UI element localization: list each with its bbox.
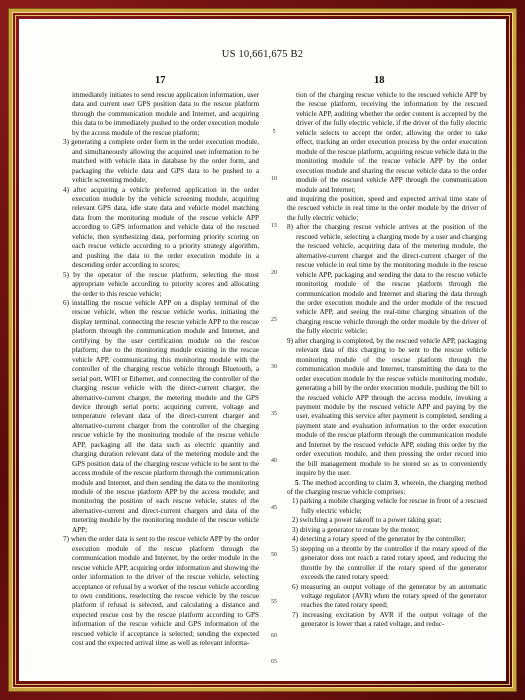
line-number: 45 xyxy=(271,505,277,511)
claim-5-number: 5 xyxy=(295,478,299,487)
line-number: 25 xyxy=(271,317,277,323)
line-number: 60 xyxy=(271,633,277,639)
left-step-6: 6) installing the rescue vehicle APP on a display terminal of the rescue vehicle, when the rescue vehicle works, initiating the display terminal, connecting the rescue vehicle APP to the rescue platform through the communication module and Internet, and certifying by the user certification module on the rescue platform; due to the monitoring module existing in the rescue vehicle APP, communicating this monitoring module with the controller of the charging rescue vehicle through Bluetooth, a serial port, WIFI or Ethernet, and connecting the controller of the charging rescue vehicle with the direct-current charger, the alternative-current charger, the metering module and the GPS device through serial ports; acquiring current, voltage and temperature relevant data of the direct-current charger and alternative-current charger from the controller of the charging rescue vehicle by the monitoring module of the rescue vehicle APP, packaging all the data such as electric quantity and charging duration relevant data of the metering module and the GPS position data of the charging rescue vehicle to be sent to the access module of the rescue platform through the communication module and Internet, and then sending the data to the monitoring module of the rescue platform APP by the access module; and monitoring the position of each rescue vehicle, states of the alternative-current and direct-current chargers and data of the metering module by the monitoring module of the rescue vehicle APP; xyxy=(63,298,259,534)
claim-5-step-3: 3) driving a generator to rotate by the motor; xyxy=(292,525,420,534)
right-step-9: 9) after charging is completed, by the rescued vehicle APP, packaging relevant data of this charging to be sent to the rescue vehicle monitoring module of the rescue platform through the communication module and Internet, transmitting the data to the order execution module by the rescue vehicle monitoring module, generating a bill by the order execution module, pushing the bill to the rescued vehicle APP through the access module, invoking a payment module by the rescued vehicle APP and paying by the user, evaluating this service after payment is completed, sending a payment state and evaluation information to the order execution module of the rescue platform through the communication module and Internet by the rescued vehicle APP, ending this order by the order execution module, and then pressing the order record into the bill management module to be stored so as to conveniently inquire by the user. xyxy=(287,336,487,478)
left-column xyxy=(63,91,259,649)
line-number: 50 xyxy=(271,552,277,558)
claim-5-step-6: 6) measuring an output voltage of the generator by an automatic voltage regulator (AVR) when the rotary speed of the generator reaches the rated rotary speed; xyxy=(292,582,487,610)
claim-5-step-7: 7) increasing excitation by AVR if the output voltage of the generator is lower than a rated voltage, and reduc- xyxy=(292,610,487,629)
right-paragraph-inquire: and inquiring the position, speed and expected arrival time state of the rescued vehicle in real time in the order module by the driver of the fully electric vehicle; xyxy=(287,194,487,222)
right-step-8: 8) after the charging rescue vehicle arrives at the position of the rescued vehicle, selecting a charging mode by a user and charging the rescued vehicle, acquiring data of the metering module, the alternative-current charger and the direct-current charger of the rescue vehicle in real time by the monitoring module in the rescue vehicle APP, packaging and sending the data to the rescue vehicle monitoring module of the rescue platform through the communication module and Internet and sharing the data through the order execution module and the order module of the rescued vehicle APP, and seeing the real-time charging situation of the charging rescue vehicle through the order module by the driver of the fully electric vehicle; xyxy=(287,223,487,336)
patent-number: US 10,661,675 B2 xyxy=(221,49,304,60)
left-step-4: 4) after acquiring a vehicle preferred application in the order execution module by the vehicle screening module, acquiring relevant GPS data, idle state data and vehicle model matching data from the monitoring module of the rescue vehicle APP according to GPS information and vehicle data of the rescued vehicle, then synthesizing data, performing priority scoring on each rescue vehicle according to a priority strategy algorithm, and pushing the data to the order execution module in a descending order according to scores; xyxy=(63,185,259,270)
claim-5-step-2: 2) switching a power takeoff to a power taking gear; xyxy=(292,516,442,525)
line-number: 65 xyxy=(271,659,277,665)
claim-5-text-b: , wherein, the charging method of the charging rescue vehicle comprises: xyxy=(287,478,487,497)
right-column-number: 18 xyxy=(374,75,385,86)
line-number: 55 xyxy=(271,599,277,605)
left-step-7: 7) when the order data is sent to the rescue vehicle APP by the order execution module of the rescue platform through the communication module and Internet, by the order module in the rescue vehicle APP, acquiring order information and showing the order information to the driver of the rescue vehicle, selecting acceptance or refusal by a worker of the rescue vehicle according to own conditions, reselecting the rescue vehicle by the rescue platform if refusal is selected, and calculating a distance and expected rescue cost by the rescue platform according to GPS information of the rescue vehicle and GPS information of the rescued vehicle if acceptance is selected; sending the expected cost and the expected arrival time as well as relevant informa- xyxy=(63,535,259,648)
line-number: 35 xyxy=(271,411,277,417)
claim-5-step-1: 1) parking a mobile charging vehicle for rescue in front of a rescued fully electric vehicle; xyxy=(292,497,487,515)
left-step-3: 3) generating a complete order form in the order execution module, and simultaneously allowing the acquired user information to be matched with vehicle data in database by the order form, and packaging the vehicle data and GPS data to be pushed to a vehicle screening module; xyxy=(63,138,259,185)
patent-page xyxy=(19,19,506,681)
line-number: 40 xyxy=(271,458,277,464)
line-number: 10 xyxy=(271,176,277,182)
right-paragraph-cont: tion of the charging rescue vehicle to the rescued vehicle APP by the rescue platform, receiving the information by the rescued vehicle APP, auditing whether the order content is accepted by the driver of the fully electric vehicle, if the driver of the fully electric vehicle selects to accept the order, allowing the order to take effect, tracking an order execution process by the order execution module of the rescue platform, acquiring rescue vehicle data in the monitoring module of the rescue vehicle APP by the order execution module and sharing the rescue vehicle data to the order module of the rescued vehicle APP through the communication module and Internet; xyxy=(296,91,487,194)
left-column-number: 17 xyxy=(155,75,166,86)
claim-5-reference: 3 xyxy=(394,478,398,487)
claim-5 xyxy=(287,479,487,498)
line-number: 5 xyxy=(272,129,276,135)
claim-5-text-a: . The method according to claim xyxy=(298,478,395,487)
right-column xyxy=(287,91,487,630)
line-number: 15 xyxy=(271,223,277,229)
left-paragraph-cont: immediately initiates to send rescue application information, user data and current user GPS position data to the rescue platform through the communication module and Internet, and acquiring this data to be immediately pushed to the order execution module by the access module of the rescue platform; xyxy=(72,91,259,137)
claim-5-step-5: 5) stepping on a throttle by the controller if the rotary speed of the generator does not reach a rated rotary speed, and reducing the throttle by the controller if the rotary speed of the generator exceeds the rated rotary speed; xyxy=(292,544,487,582)
line-number: 20 xyxy=(271,270,277,276)
left-step-5: 5) by the operator of the rescue platform, selecting the most appropriate vehicle according to priority scores and allocating the order to this rescue vehicle; xyxy=(63,270,259,298)
line-number: 30 xyxy=(271,364,277,370)
claim-5-step-4: 4) detecting a rotary speed of the generator by the controller; xyxy=(292,535,466,544)
